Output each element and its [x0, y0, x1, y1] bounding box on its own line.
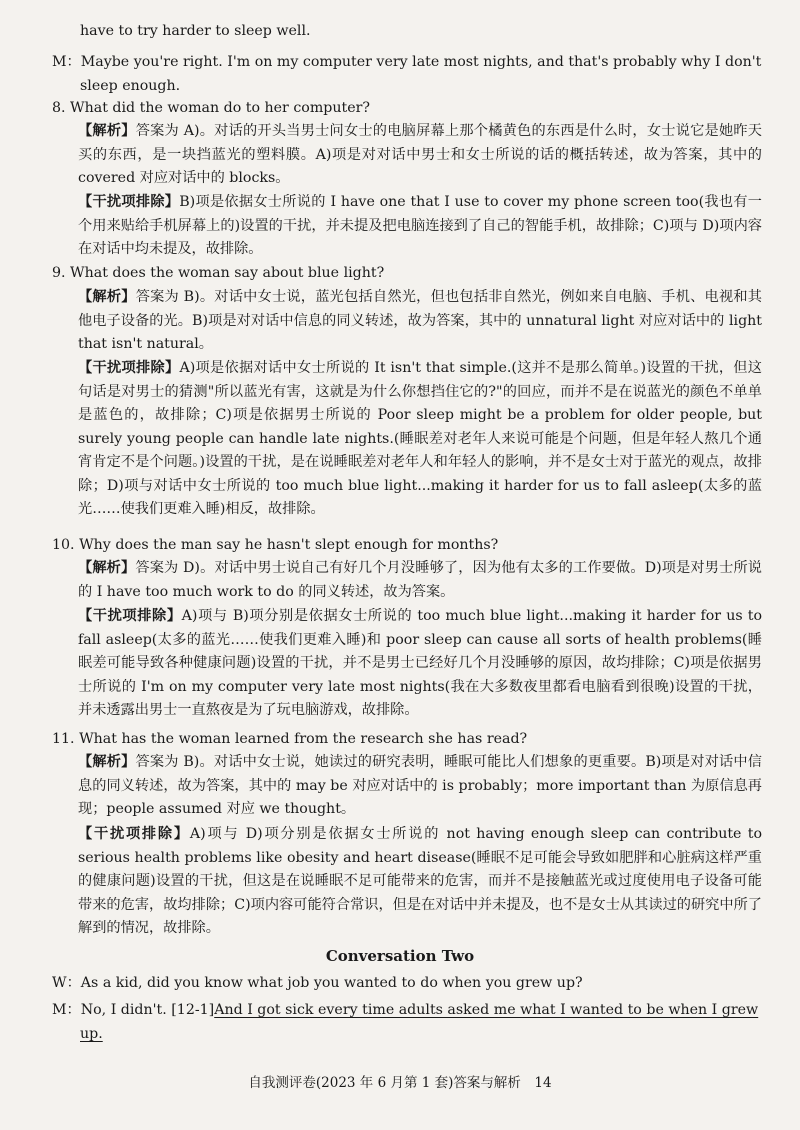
dialog-man-intro — [52, 51, 762, 98]
dialog-text: No, I didn't. [12-1] — [80, 1002, 215, 1018]
dialog-text: As a kid, did you know what job you wanted to do when you grew up? — [80, 975, 583, 991]
page-footer: 自我测评卷(2023 年 6 月第 1 套)答案与解析 14 — [248, 1075, 552, 1091]
q11-analysis: 【解析】答案为 B)。对话中女士说，她读过的研究表明，睡眠可能比人们想象的更重要。B)项是对对话中信息的同义转述，故为答案，其中的 may be 对应对话中的 is probably；more important than 为原信息再现；people assumed 对应 we thought。 — [78, 754, 762, 817]
q9-distractor: 【干扰项排除】A)项是依据对话中女士所说的 It isn't that simple.(这并不是那么简单。)设置的干扰，但这句话是对男士的猜测"所以蓝光有害，这就是为什么你想挡住它的?"的回应，而并不是在说蓝光的颜色不单单是蓝色的，故排除；C)项是依据男士所说的 Poor sleep might be a problem for older people, but surely young people can handle late nights.(睡眠差对老年人来说可能是个问题，但是年轻人熬几个通宵肯定不是个问题。)设置的干扰，是在说睡眠差对老年人和年轻人的影响，并不是女士对于蓝光的观点，故排除；D)项与对话中女士所说的 too much blue light...making it harder for us to fall asleep(太多的蓝光……使我们更难入睡)相反，故排除。 — [78, 360, 762, 517]
analysis-tag: 【解析】 — [78, 289, 136, 305]
q11-distractor: 【干扰项排除】A)项与 D)项分别是依据女士所说的 not having enough sleep can contribute to serious health problems like obesity and heart disease(睡眠不足可能会导致如肥胖和心脏病这样严重的健康问题)设置的干扰，但这是在说睡眠不足可能带来的危害，而并不是接触蓝光或过度使用电子设备可能带来的危害，故均排除；C)项内容可能符合常识，但是在对话中并未提及，也不是女士从其读过的研究中所了解到的情况，故排除。 — [78, 826, 762, 936]
speaker-label: M： — [52, 54, 81, 70]
distractor-tag: 【干扰项排除】 — [78, 608, 182, 624]
section-heading: Conversation Two — [325, 947, 475, 965]
question-8: 8. What did the woman do to her computer? — [52, 100, 370, 116]
dialog-text: Maybe you're right. I'm on my computer very late most nights, and that's probably why I don't sleep enough. — [80, 54, 762, 94]
q10-distractor: 【干扰项排除】A)项与 B)项分别是依据女士所说的 too much blue light...making it harder for us to fall asleep(太多的蓝光……使我们更难入睡)和 poor sleep can cause all sorts of health problems(睡眠差可能导致各种健康问题)设置的干扰，并不是男士已经好几个月没睡够的原因，故均排除；C)项是依据男士所说的 I'm on my computer very late most nights(我在大多数夜里都看电脑看到很晚)设置的干扰，并未透露出男士一直熬夜是为了玩电脑游戏，故排除。 — [78, 608, 762, 718]
distractor-tag: 【干扰项排除】 — [78, 360, 180, 376]
distractor-tag: 【干扰项排除】 — [78, 194, 180, 210]
question-11: 11. What has the woman learned from the research she has read? — [52, 731, 528, 747]
q10-analysis: 【解析】答案为 D)。对话中男士说自己有好几个月没睡够了，因为他有太多的工作要做。D)项是对男士所说的 I have too much work to do 的同义转述，故为答案。 — [78, 560, 762, 600]
dialog-man — [52, 999, 762, 1046]
speaker-label: W： — [52, 975, 81, 991]
q9-analysis: 【解析】答案为 B)。对话中女士说，蓝光包括自然光，但也包括非自然光，例如来自电脑、手机、电视和其他电子设备的光。B)项是对对话中信息的同义转述，故为答案，其中的 unnatural light 对应对话中的 light that isn't natural。 — [78, 289, 762, 352]
intro-line: have to try harder to sleep well. — [80, 23, 311, 39]
analysis-tag: 【解析】 — [78, 754, 136, 770]
question-9: 9. What does the woman say about blue light? — [52, 265, 385, 281]
dialog-woman — [52, 972, 762, 996]
q8-distractor: 【干扰项排除】B)项是依据女士所说的 I have one that I use to cover my phone screen too(我也有一个用来贴给手机屏幕上的)设置的干扰，并未提及把电脑连接到了自己的智能手机，故排除；C)项与 D)项内容在对话中均未提及，故排除。 — [78, 194, 762, 257]
speaker-label: M： — [52, 1002, 81, 1018]
analysis-tag: 【解析】 — [78, 123, 136, 139]
q8-analysis: 【解析】答案为 A)。对话的开头当男士问女士的电脑屏幕上那个橘黄色的东西是什么时，女士说它是她昨天买的东西，是一块挡蓝光的塑料膜。A)项是对对话中男士和女士所说的话的概括转述，故为答案，其中的 covered 对应对话中的 blocks。 — [78, 123, 762, 186]
question-10: 10. Why does the man say he hasn't slept enough for months? — [52, 537, 499, 553]
analysis-tag: 【解析】 — [78, 560, 136, 576]
distractor-tag: 【干扰项排除】 — [78, 826, 190, 842]
underlined-answer-clue: And I got sick every time adults asked me what I wanted to be when I grew up. — [80, 1002, 759, 1042]
